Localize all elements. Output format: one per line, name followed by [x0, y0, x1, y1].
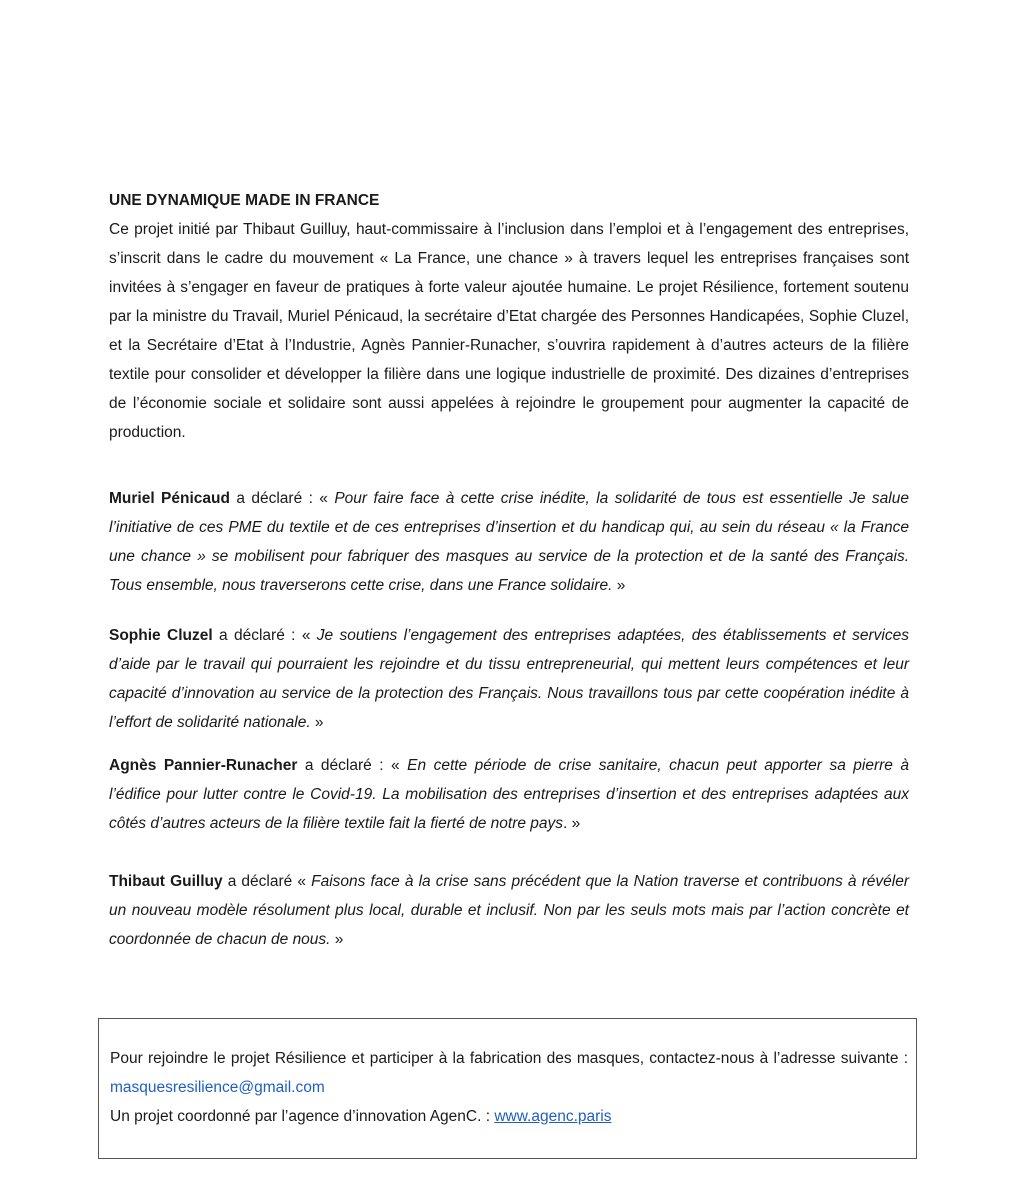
intro-paragraph: Ce projet initié par Thibaut Guilluy, haut-commissaire à l’inclusion dans l’emploi et à l’engagement des entreprises, s’inscrit dans le cadre du mouvement « La France, une chance » à travers lequel les entreprises françaises sont invitées à s’engager en faveur de pratiques à forte valeur ajoutée humaine. Le projet Résilience, fortement soutenu par la ministre du Travail, Muriel Pénicaud, la secrétaire d’Etat chargée des Personnes Handicapées, Sophie Cluzel, et la Secrétaire d’Etat à l’Industrie, Agnès Pannier-Runacher, s’ouvrira rapidement à d’autres acteurs de la filière textile pour consolider et développer la filière dans une logique industrielle de proximité. Des dizaines d’entreprises de l’économie sociale et solidaire sont aussi appelées à rejoindre le groupement pour augmenter la capacité de production.	[109, 221, 909, 441]
quote-intro: a déclaré «	[222, 873, 312, 890]
speaker-name: Thibaut Guilluy	[109, 873, 223, 890]
contact-join-line	[110, 1044, 908, 1102]
document-body	[109, 186, 909, 954]
quote-intro: a déclaré : «	[297, 757, 408, 774]
quote-text: Faisons face à la crise sans précédent que la Nation traverse et contribuons à révéler un nouveau modèle résolument plus local, durable et inclusif. Non par les seuls mots mais par l’action concrète et coordonnée de chacun de nous.	[109, 873, 909, 948]
quote-outro: »	[330, 931, 344, 948]
speaker-name: Muriel Pénicaud	[109, 490, 230, 507]
agency-website-link[interactable]: www.agenc.paris	[494, 1108, 612, 1125]
quote-outro: . »	[563, 815, 581, 832]
speaker-name: Agnès Pannier-Runacher	[109, 757, 298, 774]
quote-intro: a déclaré : «	[229, 490, 335, 507]
quote-cluzel	[109, 621, 909, 737]
contact-agency-text: Un projet coordonné par l’agence d’innovation AgenC. :	[110, 1108, 495, 1125]
quote-outro: »	[612, 577, 626, 594]
contact-box	[98, 1018, 917, 1159]
quote-guilluy	[109, 867, 909, 954]
quote-intro: a déclaré : «	[212, 627, 317, 644]
contact-content	[110, 1044, 908, 1131]
speaker-name: Sophie Cluzel	[109, 627, 213, 644]
quote-pannier-runacher	[109, 751, 909, 838]
section-heading: UNE DYNAMIQUE MADE IN FRANCE	[109, 192, 380, 209]
contact-join-text: Pour rejoindre le projet Résilience et participer à la fabrication des masques, contactez-nous à l’adresse suivante :	[110, 1050, 908, 1067]
contact-email-link[interactable]: masquesresilience@gmail.com	[110, 1079, 325, 1096]
quote-penicaud	[109, 484, 909, 600]
quote-outro: »	[310, 714, 324, 731]
quote-text: Pour faire face à cette crise inédite, la solidarité de tous est essentielle Je salue l’initiative de ces PME du textile et de ces entreprises d’insertion et du handicap qui, au sein du réseau « la France une chance » se mobilisent pour fabriquer des masques au service de la protection et de la santé des Français. Tous ensemble, nous traverserons cette crise, dans une France solidaire.	[109, 490, 909, 594]
quote-text: En cette période de crise sanitaire, chacun peut apporter sa pierre à l’édifice pour lutter contre le Covid-19. La mobilisation des entreprises d’insertion et des entreprises adaptées aux côtés d’autres acteurs de la filière textile fait la fierté de notre pays	[109, 757, 910, 832]
quote-text: Je soutiens l’engagement des entreprises adaptées, des établissements et services d’aide par le travail qui pourraient les rejoindre et du tissu entrepreneurial, qui mettent leurs compétences et leur capacité d’innovation au service de la protection des Français. Nous travaillons tous par cette coopération inédite à l’effort de solidarité nationale.	[109, 627, 909, 731]
contact-agency-line	[110, 1102, 908, 1131]
